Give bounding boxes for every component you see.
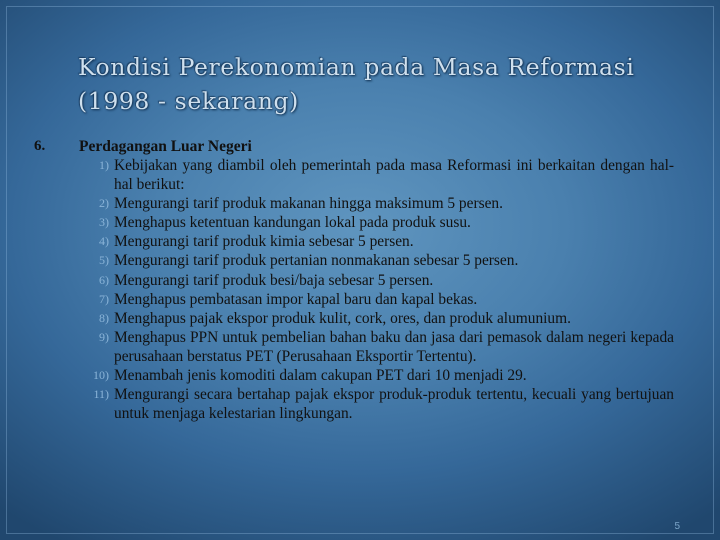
list-item <box>79 156 674 194</box>
list-item-number: 7) <box>99 291 109 306</box>
list-item-text: Mengurangi tarif produk besi/baja sebesar 5 persen. <box>114 271 434 289</box>
list-item <box>79 194 674 213</box>
list-item-number: 11) <box>93 387 109 402</box>
list-item <box>79 232 674 251</box>
list-item-text: Mengurangi secara bertahap pajak ekspor produk-produk tertentu, kecuali yang bertujuan untuk menjaga kelestarian lingkungan. <box>114 386 674 423</box>
list-item-number: 8) <box>99 310 109 325</box>
slide-title <box>78 50 634 118</box>
list-item-number: 9) <box>99 329 109 344</box>
list-item-text: Menghapus ketentuan kandungan lokal pada produk susu. <box>114 214 471 232</box>
list-item <box>79 366 674 385</box>
list-item-number: 3) <box>99 215 109 230</box>
list-item-text: Menghapus pajak ekspor produk kulit, cork, ores, dan produk alumunium. <box>114 309 571 327</box>
section-heading: Perdagangan Luar Negeri <box>79 138 252 155</box>
list-item-number: 10) <box>93 368 109 383</box>
list-item-number: 2) <box>99 196 109 211</box>
title-line-2: (1998 - sekarang) <box>78 87 299 115</box>
list-item-text: Mengurangi tarif produk pertanian nonmakanan sebesar 5 persen. <box>114 252 519 270</box>
list-item <box>79 309 674 328</box>
list-item <box>79 251 674 270</box>
title-line-1: Kondisi Perekonomian pada Masa Reformasi <box>78 53 635 81</box>
list-item-number: 4) <box>99 234 109 249</box>
list-item-text: Menghapus pembatasan impor kapal baru dan kapal bekas. <box>114 290 478 308</box>
policy-list <box>79 156 674 423</box>
list-item <box>79 213 674 232</box>
list-item <box>79 271 674 290</box>
list-item-text: Mengurangi tarif produk kimia sebesar 5 persen. <box>114 233 414 251</box>
list-item <box>79 328 674 366</box>
list-item-text: Menambah jenis komoditi dalam cakupan PET dari 10 menjadi 29. <box>114 367 527 385</box>
list-item-number: 5) <box>99 253 109 268</box>
section-number: 6. <box>34 138 46 154</box>
list-item <box>79 385 674 423</box>
page-number: 5 <box>674 521 680 532</box>
list-item-number: 6) <box>99 272 109 287</box>
list-item-text: Menghapus PPN untuk pembelian bahan baku dan jasa dari pemasok dalam negeri kepada perusahaan berstatus PET (Perusahaan Eksportir Tertentu). <box>114 328 674 365</box>
list-item <box>79 290 674 309</box>
list-item-text: Kebijakan yang diambil oleh pemerintah pada masa Reformasi ini berkaitan dengan hal-hal berikut: <box>114 157 674 194</box>
list-item-number: 1) <box>99 158 109 172</box>
list-item-text: Mengurangi tarif produk makanan hingga maksimum 5 persen. <box>114 195 503 213</box>
